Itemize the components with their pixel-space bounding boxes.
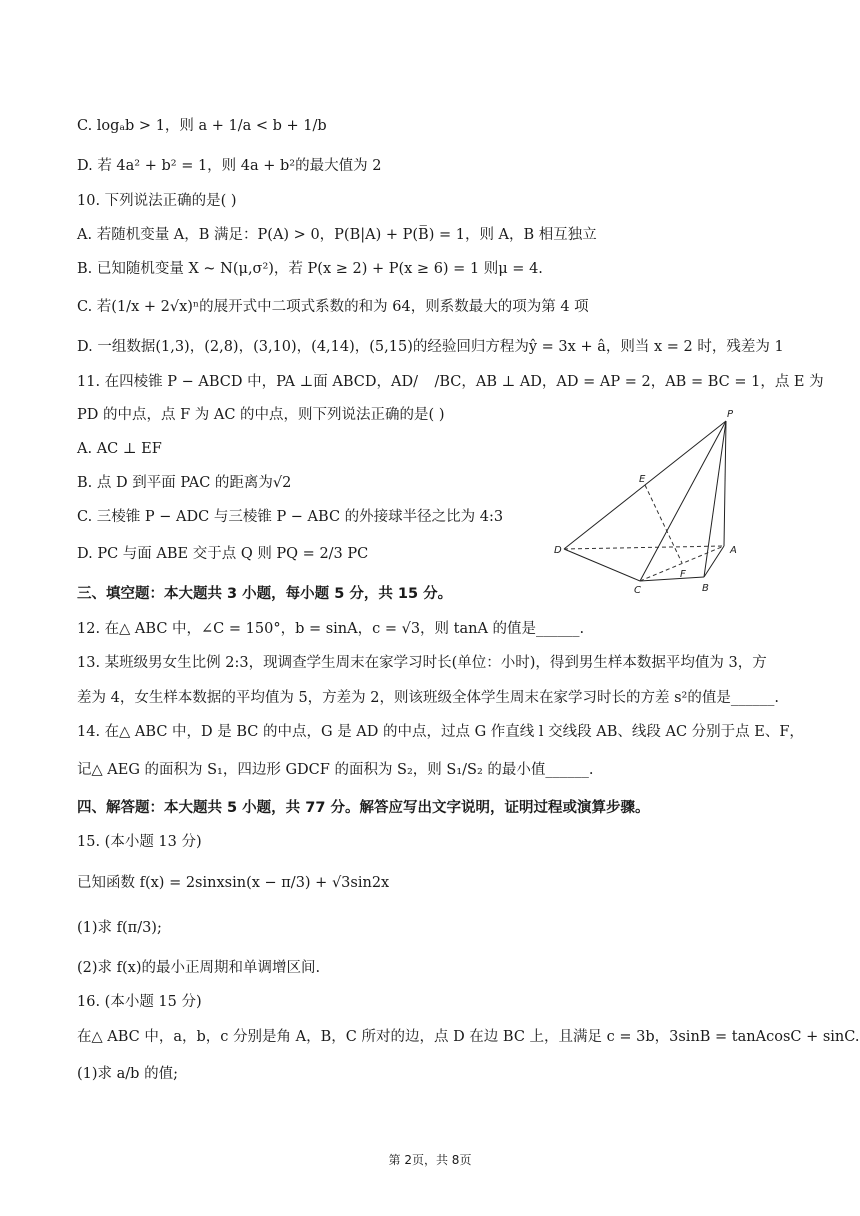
q11-option-b: B. 点 D 到平面 PAC 的距离为√2 [77,475,292,491]
q9-option-d: D. 若 4a² + b² = 1，则 4a + b²的最大值为 2 [77,158,382,174]
question-16: 16. (本小题 15 分) [77,994,202,1010]
pyramid-diagram [552,405,752,601]
question-14-line2: 记△ AEG 的面积为 S₁，四边形 GDCF 的面积为 S₂，则 S₁/S₂ 的最小值______. [77,762,594,778]
q11-option-d: D. PC 与面 ABE 交于点 Q 则 PQ = 2/3 PC [77,546,369,562]
question-13-line2: 差为 4，女生样本数据的平均值为 5，方差为 2，则该班级全体学生周末在家学习时长的方差 s²的值是______. [77,690,779,706]
q10-option-c: C. 若(1/x + 2√x)ⁿ的展开式中二项式系数的和为 64，则系数最大的项为第 4 项 [77,299,589,315]
question-11-line1: 11. 在四棱锥 P − ABCD 中，PA ⊥面 ABCD，AD/ /BC，AB ⊥ AD，AD = AP = 2，AB = BC = 1，点 E 为 [77,374,824,390]
question-13-line1: 13. 某班级男女生比例 2:3，现调查学生周末在家学习时长(单位：小时)，得到男生样本数据平均值为 3，方 [77,655,767,671]
segment-ef-hidden [645,485,682,563]
question-14-line1: 14. 在△ ABC 中，D 是 BC 的中点，G 是 AD 的中点，过点 G 作直线 l 交线段 AB、线段 AC 分别于点 E、F， [77,724,804,740]
q15-part-2: (2)求 f(x)的最小正周期和单调增区间. [77,960,321,976]
label-d: D [554,545,562,556]
q16-part-1: (1)求 a/b 的值; [77,1066,178,1082]
question-12: 12. 在△ ABC 中，∠C = 150°，b = sinA，c = √3，则 tanA 的值是______. [77,621,585,637]
q15-function: 已知函数 f(x) = 2sinxsin(x − π/3) + √3sin2x [77,875,390,891]
label-f: F [680,569,686,580]
q10-option-d: D. 一组数据(1,3)，(2,8)，(3,10)，(4,14)，(5,15)的经验回归方程为ŷ = 3x + â，则当 x = 2 时，残差为 1 [77,339,784,355]
q11-option-a: A. AC ⊥ EF [77,441,162,457]
question-10: 10. 下列说法正确的是( ) [77,193,237,209]
label-p: P [727,409,734,420]
q10-option-b: B. 已知随机变量 X ~ N(μ,σ²)，若 P(x ≥ 2) + P(x ≥ 6) = 1 则μ = 4. [77,261,543,277]
page-footer: 第 2页，共 8页 [388,1153,472,1167]
question-15: 15. (本小题 13 分) [77,834,202,850]
section-4-heading: 四、解答题：本大题共 5 小题，共 77 分。解答应写出文字说明，证明过程或演算步骤。 [77,800,650,816]
edge-cb [640,577,704,581]
label-a: A [730,545,737,556]
pyramid-figure [552,405,752,601]
q10-option-a: A. 若随机变量 A，B 满足：P(A) > 0，P(B|A) + P(B̅) = 1，则 A，B 相互独立 [77,227,597,243]
label-b: B [702,583,709,594]
edge-da-hidden [564,546,724,549]
label-e: E [639,474,646,485]
q15-part-1: (1)求 f(π/3); [77,920,162,936]
edge-pb [704,421,726,577]
label-c: C [634,585,641,596]
question-11-line2: PD 的中点，点 F 为 AC 的中点，则下列说法正确的是( ) [77,407,445,423]
edge-pa [724,421,726,546]
q16-stem: 在△ ABC 中，a，b，c 分别是角 A，B，C 所对的边，点 D 在边 BC 上，且满足 c = 3b，3sinB = tanAcosC + sinC. [77,1029,860,1045]
edge-dc [564,549,640,581]
q9-option-c: C. logₐb > 1，则 a + 1/a < b + 1/b [77,118,327,134]
q11-option-c: C. 三棱锥 P − ADC 与三棱锥 P − ABC 的外接球半径之比为 4:3 [77,509,504,525]
section-3-heading: 三、填空题：本大题共 3 小题，每小题 5 分，共 15 分。 [77,586,453,602]
